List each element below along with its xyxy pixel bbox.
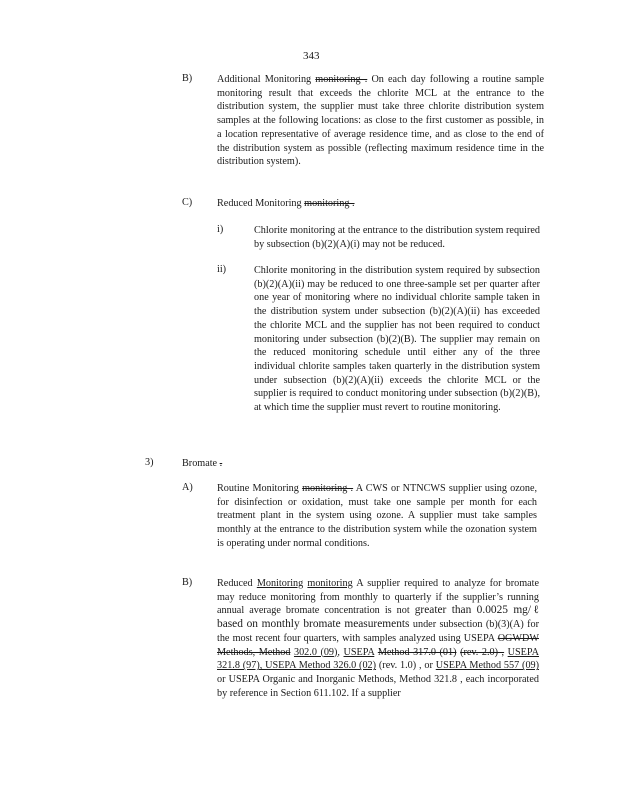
section-c-ii-label: ii) — [217, 264, 227, 275]
section-c-heading-line — [217, 197, 537, 211]
section-c-i-text: Chlorite monitoring at the entrance to the distribution system required by subsection (b)(2)(A)(i) may not be reduced. — [254, 225, 540, 250]
section-b-text: On each day following a routine sample monitoring result that exceeds the chlorite MCL at the entrance to the distribution system, the supplier must take three chlorite distribution system samples at the following locations: as close to the first customer as possible, in a location representative of average residence time, and as close to the end of the distribution system as possible (reflecting maximum residence time in the distribution system). — [217, 74, 545, 168]
section-3b-struck-methods: OGWDW Methods, Method — [217, 632, 539, 658]
section-3b-text-3: or USEPA Organic and Inorganic Methods, Method 321.8 , each incorporated by reference in Section 611.102. If a supplier — [217, 673, 539, 699]
section-3b-method-321-326: USEPA 321.8 (97), USEPA Method 326.0 (02) — [217, 646, 539, 672]
section-3b-text-inserted: greater than 0.0025 mg/ℓ based on monthly bromate measurements — [217, 604, 539, 631]
section-3b-method-302: 302.0 (09) — [293, 646, 338, 658]
section-c-struck: monitoring . — [304, 198, 355, 209]
section-c-i-label: i) — [217, 224, 224, 235]
section-3-struck: . — [219, 458, 223, 469]
section-3b-struck: monitoring — [307, 578, 353, 589]
section-3b-struck-317: Method 317.0 (01) — [377, 646, 457, 658]
section-3b-heading: Reduced — [217, 578, 253, 589]
section-3-label: 3) — [145, 457, 154, 468]
section-3-heading: Bromate — [182, 458, 218, 469]
section-3a-paragraph — [217, 482, 537, 551]
section-3b-text-2: under subsection (b)(3)(A) for the most recent four quarters, with samples analyzed using USEPA — [217, 619, 540, 644]
section-c-heading: Reduced Monitoring — [217, 198, 302, 209]
section-3b-method-557: USEPA Method 557 (09) — [435, 660, 540, 672]
section-3b-struck-rev: (rev. 2.0) , — [460, 646, 505, 658]
section-b-heading: Additional Monitoring — [217, 74, 312, 85]
section-3b-rev: (rev. 1.0) , or — [378, 660, 433, 672]
section-3-heading-line — [182, 457, 382, 471]
section-3a-struck: monitoring . — [302, 483, 354, 494]
section-b-label: B) — [182, 73, 193, 84]
section-3b-paragraph — [217, 577, 539, 700]
section-3b-heading-underlined: Monitoring — [256, 578, 304, 589]
section-c-label: C) — [182, 197, 193, 208]
section-b-struck: monitoring . — [315, 74, 368, 85]
section-3b-sep: , — [337, 646, 340, 658]
section-3b-text-1: A supplier required to analyze for bromate may reduce monitoring from monthly to quarterly if the supplier’s running annual average bromate concentration is not — [217, 578, 540, 617]
section-3a-text: A CWS or NTNCWS supplier using ozone, for disinfection or oxidation, must take one sample per month for each treatment plant in the system using ozone. A supplier must take samples monthly at the entrance to the distribution system while the ozonation system is operating under normal conditions. — [217, 483, 538, 549]
section-b-paragraph — [217, 73, 544, 169]
section-3a-label: A) — [182, 482, 193, 493]
section-3b-usepa: USEPA — [343, 646, 375, 658]
section-3a-heading: Routine Monitoring — [217, 483, 299, 494]
section-3b-label: B) — [182, 577, 193, 588]
section-c-ii-text: Chlorite monitoring in the distribution system required by subsection (b)(2)(A)(ii) may be reduced to one three-sample set per quarter after one year of monitoring where no individual chlorite sample taken in the distribution system under subsection (b)(2)(A)(ii) has exceeded the chlorite MCL and the supplier has not been required to conduct monitoring under subsection (b)(2)(B). The supplier may remain on the reduced monitoring schedule until either any of the three individual chlorite samples taken quarterly in the distribution system under subsection (b)(2)(A)(ii) exceeds the chlorite MCL or the supplier is required to conduct monitoring under subsection (b)(2)(B), at which time the supplier must revert to routine monitoring. — [254, 265, 540, 414]
page-number: 343 — [303, 50, 320, 62]
